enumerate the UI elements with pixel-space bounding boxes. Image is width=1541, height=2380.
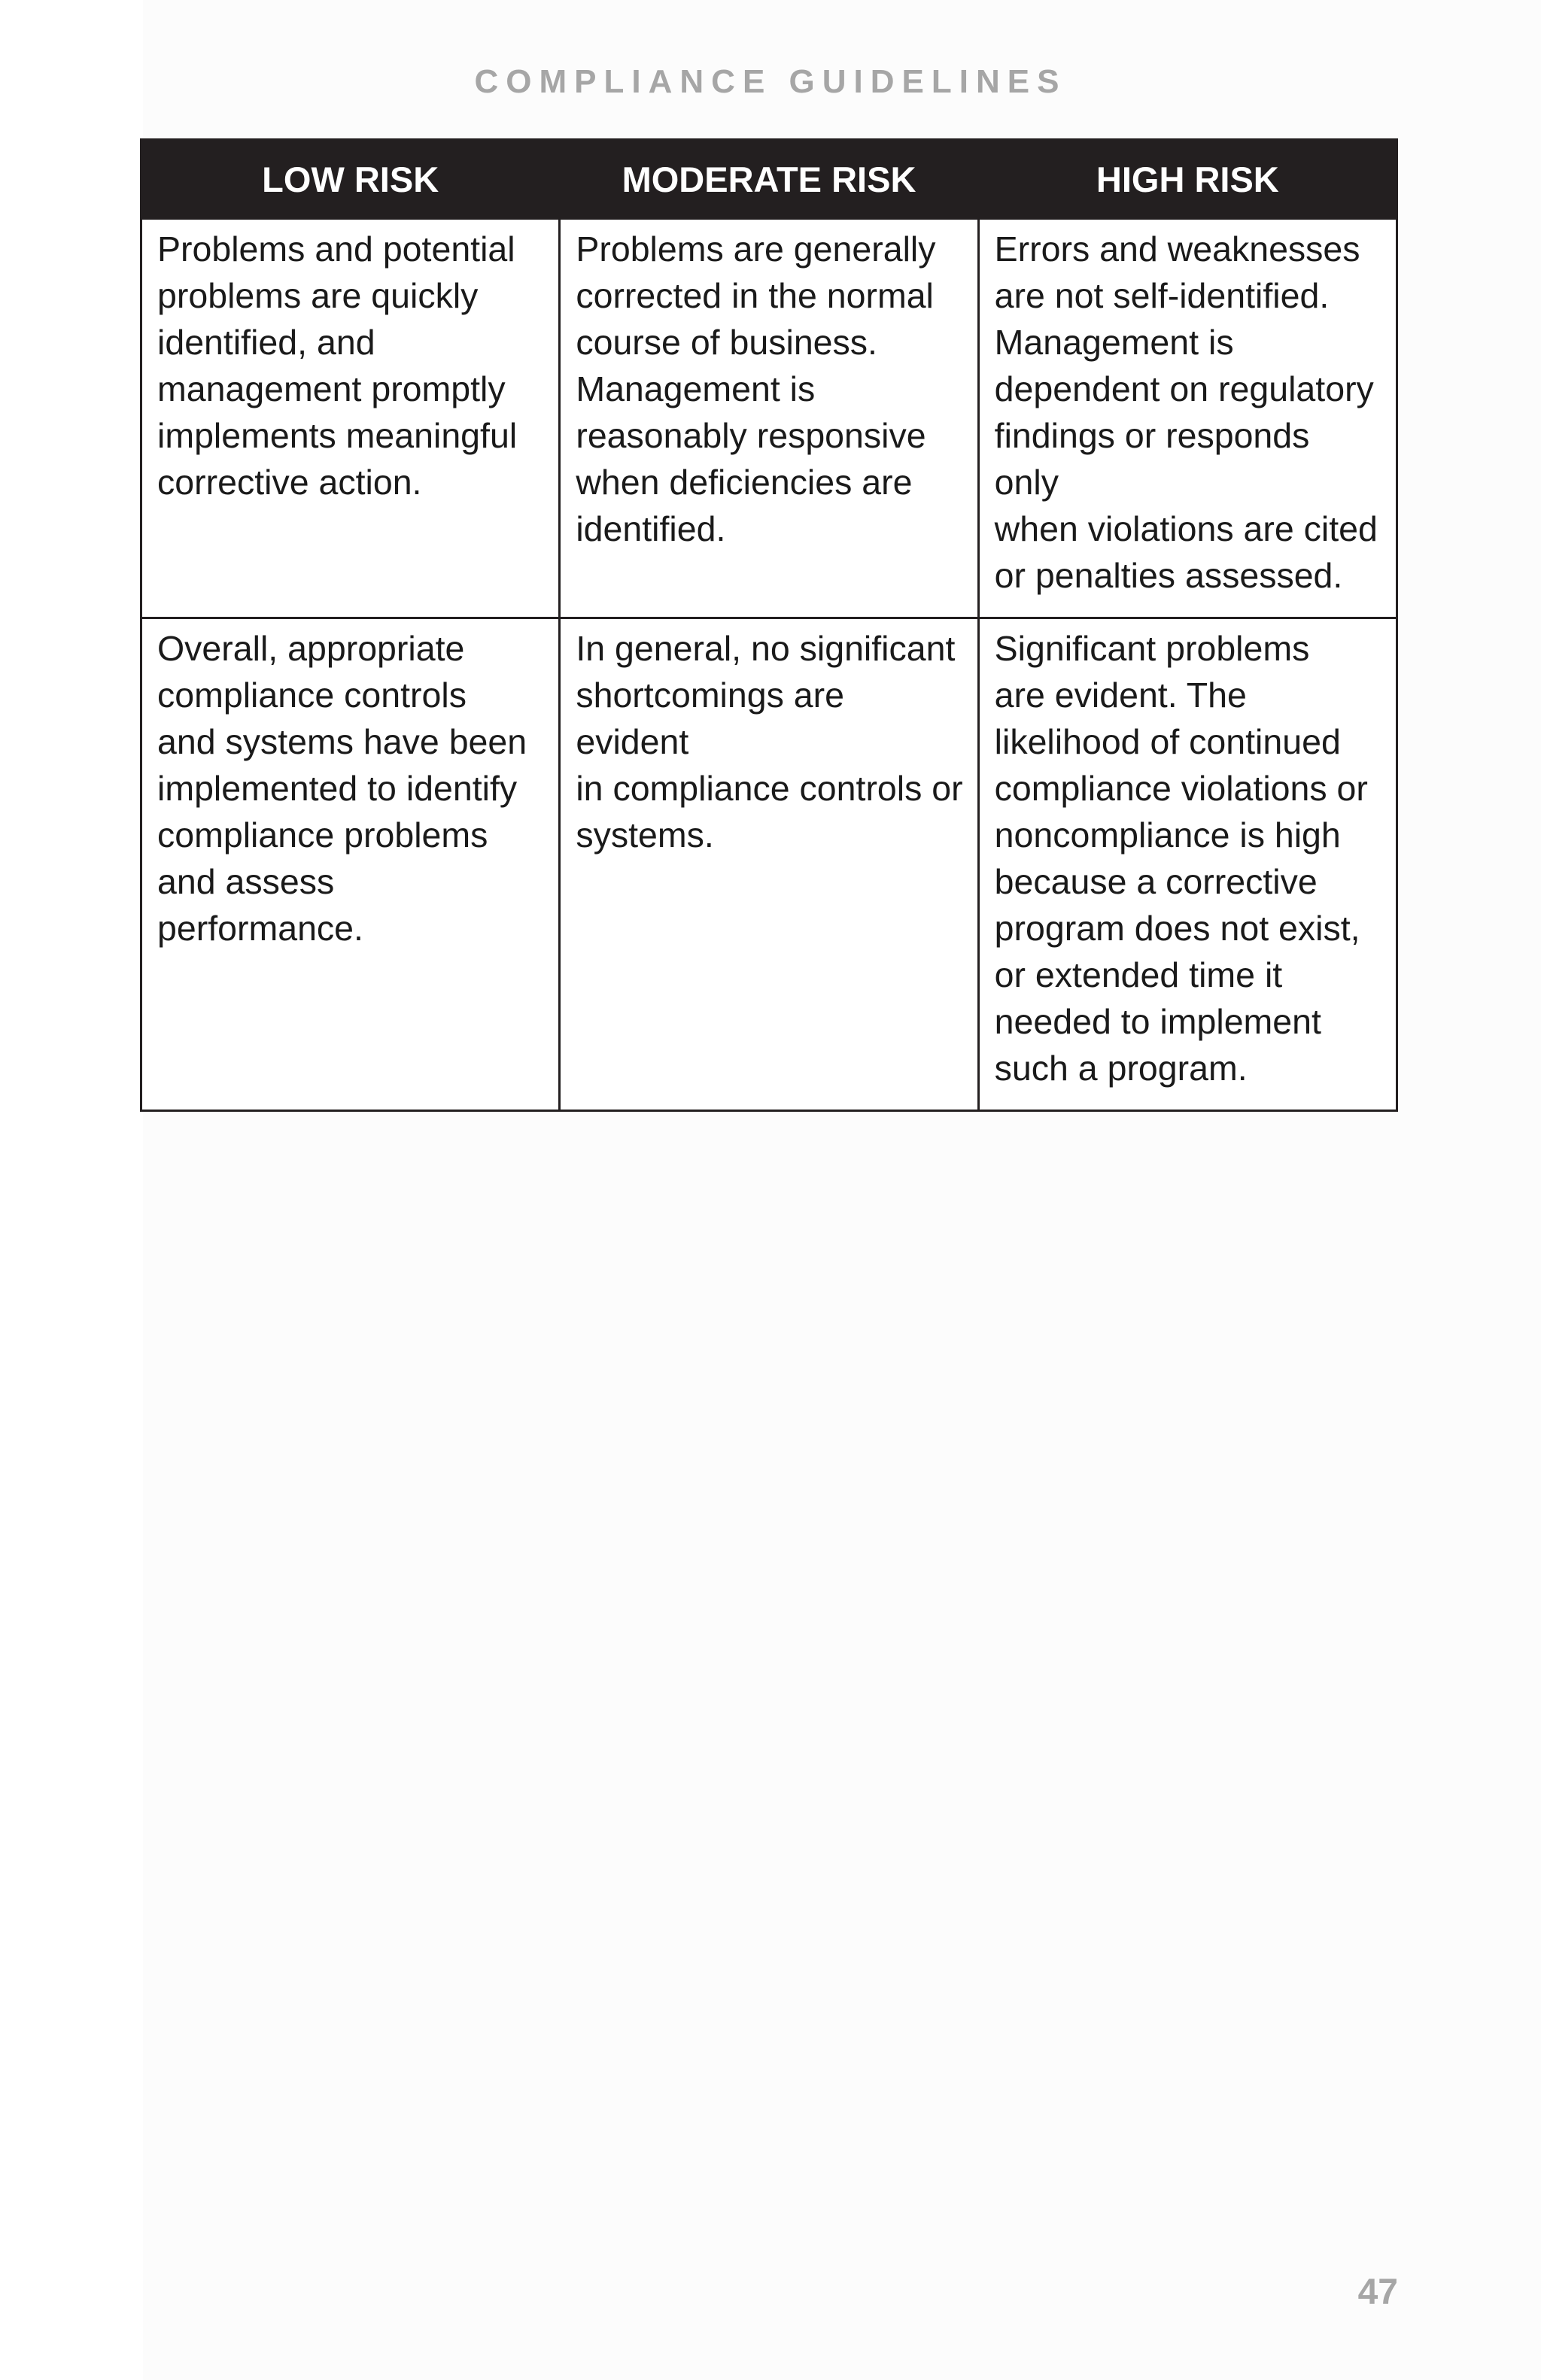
cell-high-risk: Significant problems are evident. The likelihood of continued compliance violations or noncompliance is high because a corrective program does not exist, or extended time it needed to implement such a program. xyxy=(978,618,1397,1111)
column-header-high-risk: HIGH RISK xyxy=(978,140,1397,219)
column-header-moderate-risk: MODERATE RISK xyxy=(560,140,978,219)
table-header-row xyxy=(141,140,1397,219)
table-row xyxy=(141,219,1397,618)
running-title: COMPLIANCE GUIDELINES xyxy=(474,63,1067,100)
cell-high-risk: Errors and weaknesses are not self-identified. Management is dependent on regulatory findings or responds only when violations are cited or penalties assessed. xyxy=(978,219,1397,618)
cell-moderate-risk: In general, no significant shortcomings are evident in compliance controls or systems. xyxy=(560,618,978,1111)
page-number: 47 xyxy=(1357,2272,1398,2312)
risk-table xyxy=(140,138,1398,1112)
table-row xyxy=(141,618,1397,1111)
column-header-low-risk: LOW RISK xyxy=(141,140,560,219)
cell-low-risk: Problems and potential problems are quickly identified, and management promptly implements meaningful corrective action. xyxy=(141,219,560,618)
cell-moderate-risk: Problems are generally corrected in the normal course of business. Management is reasonably responsive when deficiencies are identified. xyxy=(560,219,978,618)
cell-low-risk: Overall, appropriate compliance controls and systems have been implemented to identify compliance problems and assess performance. xyxy=(141,618,560,1111)
